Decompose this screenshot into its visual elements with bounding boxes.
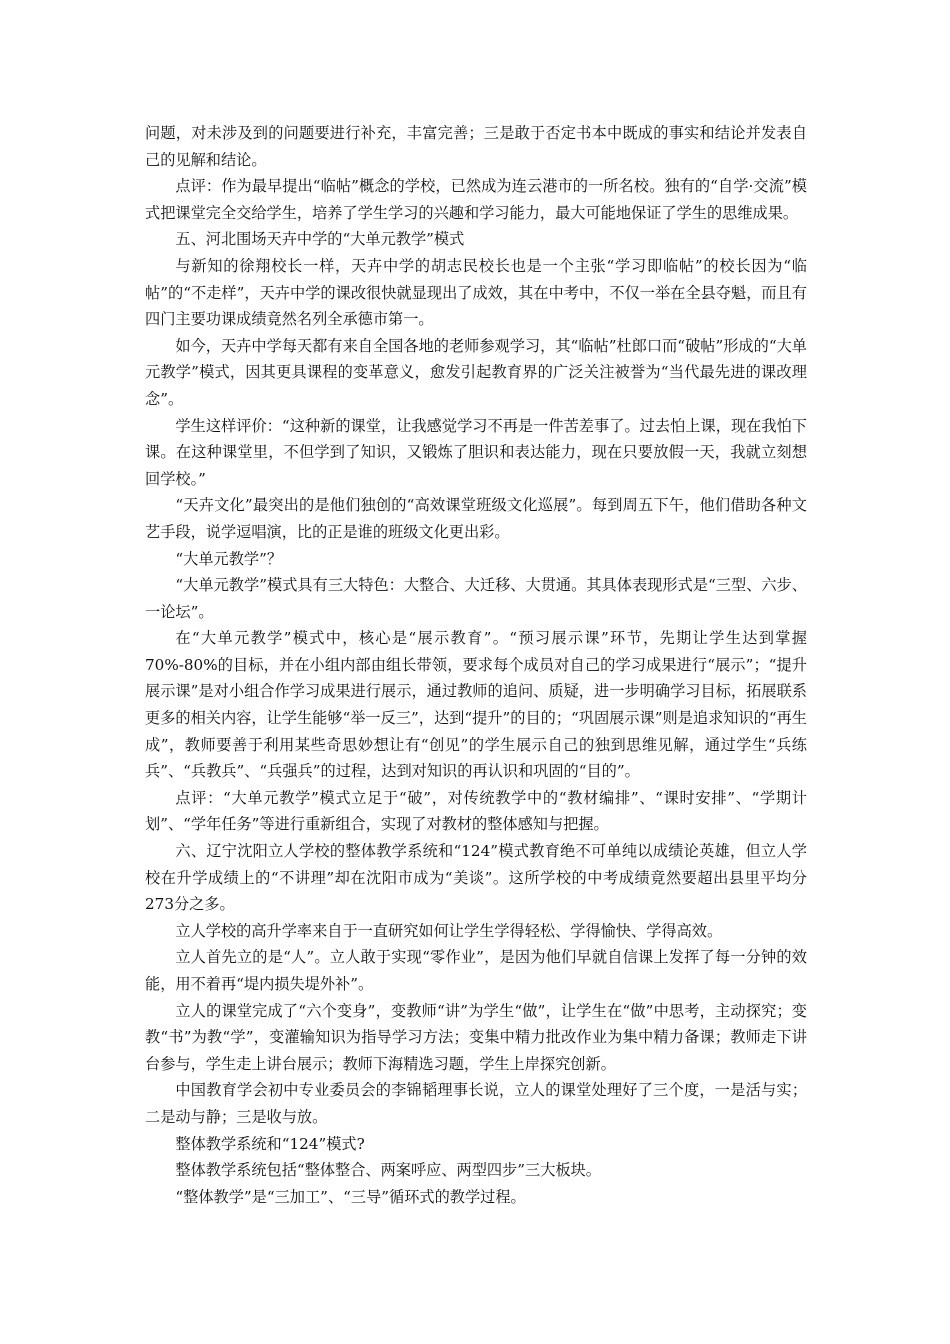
- paragraph: 如今，天卉中学每天都有来自全国各地的老师参观学习，其“临帖”杜郎口而“破帖”形成的“大单元教学”模式，因其更具课程的变革意义，愈发引起教育界的广泛关注被誉为“当代最先进的课改理念”。: [145, 336, 807, 408]
- paragraph: 立人首先立的是“人”。立人敢于实现“零作业”，是因为他们早就自信课上发挥了每一分钟的效能，用不着再“堤内损失堤外补”。: [145, 948, 807, 993]
- subheading: 整体教学系统和“124”模式?: [175, 1134, 365, 1153]
- paragraph: “天卉文化”最突出的是他们独创的“高效课堂班级文化巡展”。每到周五下午，他们借助各种文艺手段，说学逗唱演，比的正是谁的班级文化更出彩。: [145, 496, 807, 541]
- paragraph: 在“大单元教学”模式中，核心是“展示教育”。“预习展示课”环节，先期让学生达到掌握70%-80%的目标，并在小组内部由组长带领，要求每个成员对自己的学习成果进行“展示”；“提升展示课”是对小组合作学习成果进行展示，通过教师的追问、质疑，进一步明确学习目标，拓展联系更多的相关内容，让学生能够“举一反三”，达到“提升”的目的；“巩固展示课”则是追求知识的“再生成”，教师要善于利用某些奇思妙想让有“创见”的学生展示自己的独到思维见解，通过学生“兵练兵”、“兵教兵”、“兵强兵”的过程，达到对知识的再认识和巩固的“目的”。: [145, 629, 807, 781]
- paragraph: 点评：“大单元教学”模式立足于“破”，对传统教学中的“教材编排”、“课时安排”、“学期计划”、“学年任务”等进行重新组合，实现了对教材的整体感知与把握。: [145, 788, 807, 834]
- document-body: [145, 120, 807, 1210]
- paragraph: “整体教学”是“三加工”、“三导”循环式的教学过程。: [175, 1187, 526, 1206]
- paragraph: “大单元教学”模式具有三大特色：大整合、大迁移、大贯通。其具体表现形式是“三型、六步、一论坛”。: [145, 576, 807, 621]
- paragraph: 问题，对未涉及到的问题要进行补充，丰富完善；三是敢于否定书本中既成的事实和结论并发表自己的见解和结论。: [145, 124, 807, 169]
- paragraph: 与新知的徐翔校长一样，天卉中学的胡志民校长也是一个主张“学习即临帖”的校长因为“临帖”的“不走样”，天卉中学的课改很快就显现出了成效，其在中考中，不仅一举在全县夺魁，而且有四门主要功课成绩竟然名列全承德市第一。: [145, 256, 807, 329]
- paragraph: 点评：作为最早提出“临帖”概念的学校，已然成为连云港市的一所名校。独有的“自学·交流”模式把课堂完全交给学生，培养了学生学习的兴趣和学习能力，最大可能地保证了学生的思维成果。: [145, 177, 807, 222]
- paragraph: 中国教育学会初中专业委员会的李锦韬理事长说，立人的课堂处理好了三个度，一是活与实；二是动与静；三是收与放。: [145, 1081, 807, 1126]
- subheading: “大单元教学”？: [175, 549, 283, 568]
- paragraph: 立人学校的高升学率来自于一直研究如何让学生学得轻松、学得愉快、学得高效。: [175, 921, 723, 940]
- section-heading: 五、河北围场天卉中学的“大单元教学”模式: [175, 230, 465, 249]
- paragraph: 整体教学系统包括“整体整合、两案呼应、两型四步”三大板块。: [175, 1161, 601, 1180]
- paragraph: 立人的课堂完成了“六个变身”，变教师“讲”为学生“做”，让学生在“做”中思考，主动探究；变教“书”为教“学”，变灌输知识为指导学习方法；变集中精力批改作业为集中精力备课；教师走下讲台参与，学生走上讲台展示；教师下海精选习题，学生上岸探究创新。: [145, 1001, 807, 1073]
- paragraph: 学生这样评价：“这种新的课堂，让我感觉学习不再是一件苦差事了。过去怕上课，现在我怕下课。在这种课堂里，不但学到了知识，又锻炼了胆识和表达能力，现在只要放假一天，我就立刻想回学校。”: [145, 416, 807, 488]
- section-heading: 六、辽宁沈阳立人学校的整体教学系统和“124”模式教育绝不可单纯以成绩论英雄，但立人学校在升学成绩上的“不讲理”却在沈阳市成为“美谈”。这所学校的中考成绩竟然要超出县里平均分273分之多。: [145, 842, 807, 914]
